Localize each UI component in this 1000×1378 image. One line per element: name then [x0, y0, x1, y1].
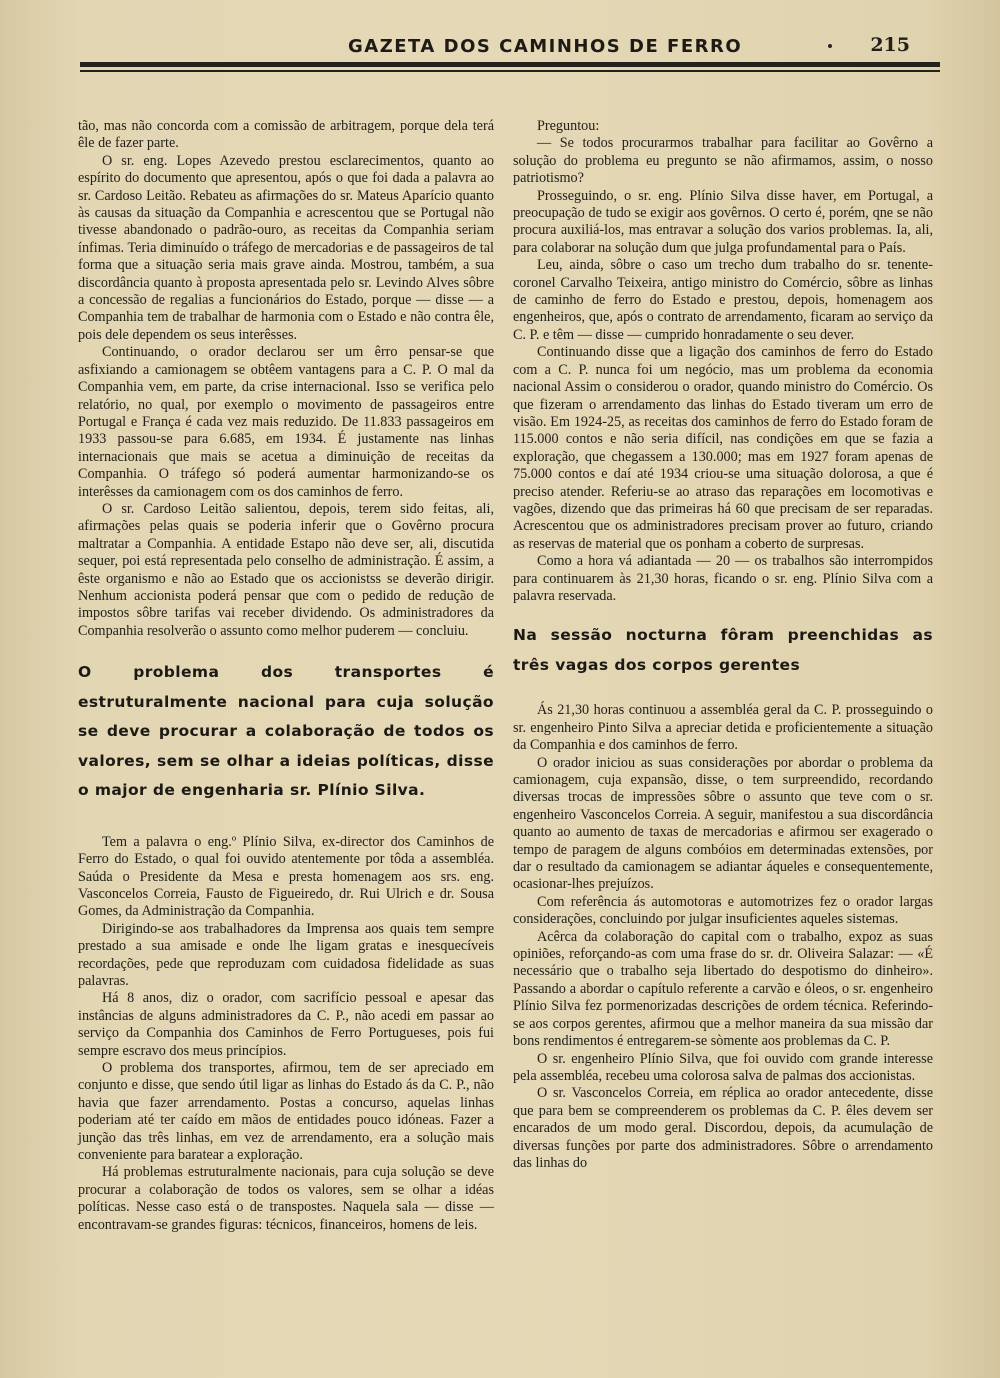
paragraph: O sr. eng. Lopes Azevedo prestou esclarecimentos, quanto ao espírito do documento que apresentou, após o que foi dada a palavra ao sr. Cardoso Leitão. Rebateu as afirmações do sr. Mateus Aparício quanto às causas da situação da Companhia e acrescentou que se Portugal não tivesse abandonado o padrão-ouro, as receitas da Companhia seriam ínfimas. Teria diminuído o tráfego de mercadorias e de passageiros de tal forma que a situação seria mais grave ainda. Mostrou, também, a sua discordância quanto à proposta apresentada pelo sr. Levindo Alves sôbre a concessão de regalias a funcionários do Estado, porque — disse — a Companhia tem de trabalhar de harmonia com o Estado e não contra êle, pois dele dependem os seus interêsses.	[78, 152, 494, 343]
paragraph: Com referência ás automotoras e automotrizes fez o orador largas considerações, concluindo por julgar insuficientes aqueles sistemas.	[513, 893, 933, 928]
section-heading: Na sessão nocturna fôram preenchidas as três vagas dos corpos gerentes	[513, 626, 933, 674]
paragraph: Preguntou:	[537, 118, 600, 134]
paragraph: Há problemas estruturalmente nacionais, para cuja solução se deve procurar a colaboração de todos os valores, sem se olhar a idéas políticas. Nesse caso está o de transpostes. Naquela sala — disse — encontravam-se grandes figuras: técnicos, financeiros, homens de leis.	[78, 1164, 494, 1233]
paragraph: O orador iniciou as suas considerações por abordar o problema da camionagem, cuja expansão, disse, o tem surpreendido, recordando diversas trocas de impressões sôbre o assunto que teve com o sr. engenheiro Vasconcelos Correia. A seguir, manifestou a sua discordância quanto ao aumento de taxas de mercadorias e afirmou ser exagerado o tempo de paragem de alguns combóios em determinadas extensões, por dar o resultado da camionagem se adiantar áqueles e consequentemente, ocasionar-lhes prejuízos.	[513, 754, 933, 893]
paragraph: Tem a palavra o eng.º Plínio Silva, ex-director dos Caminhos de Ferro do Estado, o qual foi ouvido atentemente por tôda a assembléa. Saúda o Presidente da Mesa e presta homenagem aos srs. eng. Vasconcelos Correia, Fausto de Figueiredo, dr. Rui Ulrich e dr. Sousa Gomes, da Administração da Companhia.	[78, 833, 494, 920]
paragraph: O sr. Vasconcelos Correia, em réplica ao orador antecedente, disse que para bem se compreenderem os problemas da C. P. êles devem ser encarados de um modo geral. Discordou, depois, da acumulação de diversas funções por parte dos administradores. Sôbre o arrendamento das linhas do	[513, 1085, 933, 1171]
page-header	[80, 30, 940, 66]
paragraph: O problema dos transportes, afirmou, tem de ser apreciado em conjunto e disse, que sendo útil ligar as linhas do Estado ás da C. P., não havia que fazer arrendamento. Postas a concurso, aquelas linhas poderiam até ter caído em mãos de entidades pouco idóneas. Fazer a junção das três linhas, em vez de arrendamento, era a solução mais conveniente para baratear a exploração.	[78, 1059, 494, 1163]
paragraph: Acêrca da colaboração do capital com o trabalho, expoz as suas opiniões, reforçando-as com uma frase do sr. dr. Oliveira Salazar: — «É necessário que o trabalho seja libertado do despotismo do dinheiro». Passando a abordar o capítulo referente a carvão e óleos, o sr. engenheiro Plínio Silva fez pormenorizadas descrições de ordem técnica. Referindo-se aos corpos gerentes, afirmou que a melhor maneira da sua missão dar bons rendimentos é entregarem-se sòmente aos problemas da C. P.	[513, 928, 933, 1050]
paragraph: Continuando, o orador declarou ser um êrro pensar-se que asfixiando a camionagem se obtêem vantagens para a C. P. O mal da Companhia vem, em parte, da crise internacional. Isso se verifica pelo relatório, no qual, por exemplo o movimento de passageiros entre Portugal e França é cada vez mais reduzido. De 11.833 passageiros em 1933 passou-se para 6.685, em 1934. É justamente nas linhas internacionais que mais se acetua a diminuição de receitas da Companhia. O tráfego só poderá aumentar harmonizando-se os interêsses da camionagem com os dos caminhos de ferro.	[78, 344, 494, 500]
section-heading: O problema dos transportes é estruturalmente nacional para cuja solução se deve procurar a colaboração de todos os valores, sem se olhar a ideias políticas, disse o major de engenharia sr. Plínio Silva.	[78, 663, 494, 800]
header-dot	[828, 44, 832, 48]
paragraph: O sr. engenheiro Plínio Silva, que foi ouvido com grande interesse pela assembléa, recebeu uma colorosa salva de palmas dos accionistas.	[513, 1050, 933, 1084]
paragraph: Prosseguindo, o sr. eng. Plínio Silva disse haver, em Portugal, a preocupação de tudo se exigir aos govêrnos. O certo é, porém, qne se não procura auxiliá-los, mas entravar a solução dos varios problemas. Ia, ali, para colaborar na solução dum que julga profundamental para o País.	[513, 187, 933, 256]
paragraph: Ás 21,30 horas continuou a assembléa geral da C. P. prosseguindo o sr. engenheiro Pinto Silva a apreciar detida e proficientemente a situação da Companhia e dos caminhos de ferro.	[513, 702, 933, 754]
paragraph: Leu, ainda, sôbre o caso um trecho dum trabalho do sr. tenente-coronel Carvalho Teixeira, antigo ministro do Comércio, sôbre as linhas de caminho de ferro do Estado e prestou, depois, homenagem aos engenheiros, que, após o contrato de arrendamento, ficaram ao serviço da C. P. e têm — disse — cumprido honradamente o seu dever.	[513, 257, 933, 343]
paragraph: Há 8 anos, diz o orador, com sacrifício pessoal e apesar das instâncias de alguns administradores da C. P., não acedi em passar ao serviço da Companhia dos Caminhos de Ferro Portugueses, pois fui sempre escravo dos meus princípios.	[78, 990, 494, 1059]
paragraph: tão, mas não concorda com a comissão de arbitragem, porque dela terá êle de fazer parte.	[78, 118, 494, 152]
page-number: 215	[870, 34, 910, 56]
right-column	[513, 118, 933, 1172]
publication-title: GAZETA DOS CAMINHOS DE FERRO	[348, 36, 743, 57]
paragraph: — Se todos procurarmos trabalhar para facilitar ao Govêrno a solução do problema eu pregunto se não afirmamos, assim, o nosso patriotismo?	[513, 135, 933, 187]
header-rule-thin	[80, 70, 940, 72]
paragraph: Como a hora vá adiantada — 20 — os trabalhos são interrompidos para continuarem às 21,30 horas, ficando o sr. eng. Plínio Silva com a palavra reservada.	[513, 553, 933, 604]
left-column	[78, 118, 494, 1234]
paragraph: Continuando disse que a ligação dos caminhos de ferro do Estado com a C. P. nunca foi um negócio, mas um problema da economia nacional Assim o considerou o orador, quando ministro do Comércio. Os que fizeram o arrendamento das linhas do Estado tiveram um erro de visão. Em 1924-25, as receitas dos caminhos de ferro do Estado foram de 115.000 contos e não seria difícil, nas condições em que se fazia a exploração, que chegassem a 130.000; mas em 1927 foram apenas de 75.000 contos e daí até 1934 criou-se uma situação dolorosa, a que é preciso atender. Referiu-se ao atraso das reparações em locomotivas e vagões, dizendo que das primeiras há 60 que precisam de ser reparadas. Acrescentou que os administradores precisam prover ao futuro, criando as reservas de material que os ponham a coberto de surpresas.	[513, 344, 933, 552]
paragraph: O sr. Cardoso Leitão salientou, depois, terem sido feitas, ali, afirmações pelas quais se poderia inferir que o Govêrno procura maltratar a Companhia. A entidade Estapo não deve ser, ali, discutida sequer, poi está representada pelo conselho de administração. É assim, a êste organismo e não ao Estado que os accionistss se deverão dirigir. Nenhum accionista poderá pensar que com o pedido de redução de impostos sôbre tarifas vai receber dividendo. Os administradores da Companhia resolverão o assunto como melhor puderem — concluiu.	[78, 500, 494, 639]
header-rule-thick	[80, 62, 940, 67]
paragraph: Dirigindo-se aos trabalhadores da Imprensa aos quais tem sempre prestado a sua amisade e onde lhe ligam gratas e inesquecíveis recordações, pede que reproduzam com cuidadosa fidelidade as suas palavras.	[78, 920, 494, 989]
